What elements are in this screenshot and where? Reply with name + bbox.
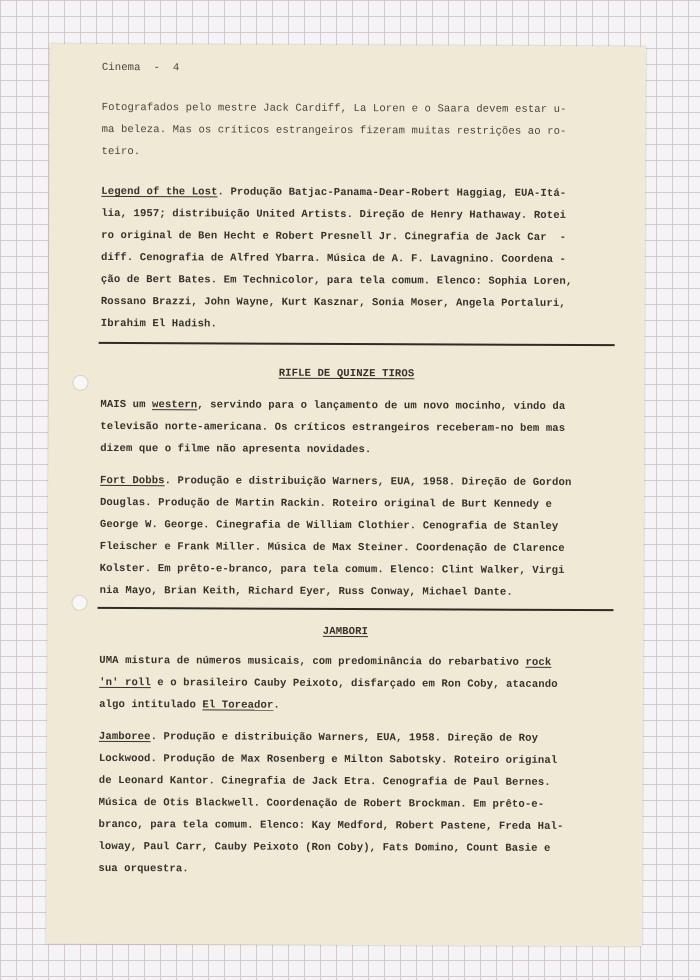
credits-line: Ibrahim El Hadish. [100,317,218,331]
intro-line: teiro. [101,145,141,159]
credits-line: George W. George. Cinegrafia de William Clothier. Cenografia de Stanley [99,518,559,533]
intro-line: ma beleza. Mas os críticos estrangeiros fizeram muitas restrições ao ro- [101,123,567,138]
credits-line: de Leonard Kantor. Cinegrafia de Jack Etra. Cenografia de Paul Bernes. [98,774,551,789]
credits-line: lia, 1957; distribuição United Artists. Direção de Henry Hathaway. Rotei [101,207,567,222]
review-line: MAIS um western, servindo para o lançamento de um novo mocinho, vindo da [100,398,566,413]
credits-line: Rossano Brazzi, John Wayne, Kurt Kasznar, Sonia Moser, Angela Portaluri, [100,295,566,310]
credits-line: Fleischer e Frank Miller. Música de Max Steiner. Coordenação de Clarence [99,540,565,555]
film-title: Jamboree [98,730,151,744]
credits-line: diff. Cenografia de Alfred Ybarra. Música de A. F. Lavagnino. Coordena - [101,251,566,266]
credits-line: Música de Otis Blackwell. Coordenação de Robert Brockman. Em prêto-e- [98,796,545,811]
section-divider [99,342,615,346]
credits-line: Legend of the Lost. Produção Batjac-Panama-Dear-Robert Haggiag, EUA-Itá- [101,185,567,200]
page-header: Cinema - 4 [101,61,180,75]
credits-line: loway, Paul Carr, Cauby Peixoto (Ron Coby), Fats Domino, Count Basie e [98,840,551,855]
credits-line: Jamboree. Produção e distribuição Warners, EUA, 1958. Direção de Roy [98,730,539,745]
section-divider [98,607,614,611]
review-line: televisão norte-americana. Os críticos estrangeiros receberam-no bem mas [100,420,566,435]
credits-line: Kolster. Em prêto-e-branco, para tela comum. Elenco: Clint Walker, Virgi [99,562,565,577]
credits-line: nia Mayo, Brian Keith, Richard Eyer, Russ Conway, Michael Dante. [99,584,513,599]
section-heading: RIFLE DE QUINZE TIROS [278,367,415,381]
film-title: Fort Dobbs [100,474,165,488]
credits-line: ro original de Ben Hecht e Robert Presnell Jr. Cinegrafia de Jack Car - [101,229,567,244]
review-line: algo intitulado El Toreador. [99,698,280,712]
section-heading: JAMBORI [322,625,369,639]
review-line: 'n' roll e o brasileiro Cauby Peixoto, disfarçado em Ron Coby, atacando [99,676,558,691]
credits-line: Fort Dobbs. Produção e distribuição Warners, EUA, 1958. Direção de Gordon [100,474,572,489]
punch-hole [71,595,87,611]
credits-line: ção de Bert Bates. Em Technicolor, para tela comum. Elenco: Sophia Loren, [100,273,573,288]
typewritten-page [46,44,646,947]
credits-line: sua orquestra. [98,862,189,876]
credits-line: branco, para tela comum. Elenco: Kay Medford, Robert Pastene, Freda Hal- [98,818,564,833]
review-line: dizem que o filme não apresenta novidades. [100,442,372,457]
film-title: Legend of the Lost [101,185,218,199]
credits-line: Lockwood. Produção de Max Rosenberg e Milton Sabotsky. Roteiro original [98,752,558,767]
credits-line: Douglas. Produção de Martin Rackin. Roteiro original de Burt Kennedy e [99,496,553,511]
review-line: UMA mistura de números musicais, com predominância do rebarbativo rock [99,654,552,669]
intro-line: Fotografados pelo mestre Jack Cardiff, La Loren e o Saara devem estar u- [101,101,567,116]
